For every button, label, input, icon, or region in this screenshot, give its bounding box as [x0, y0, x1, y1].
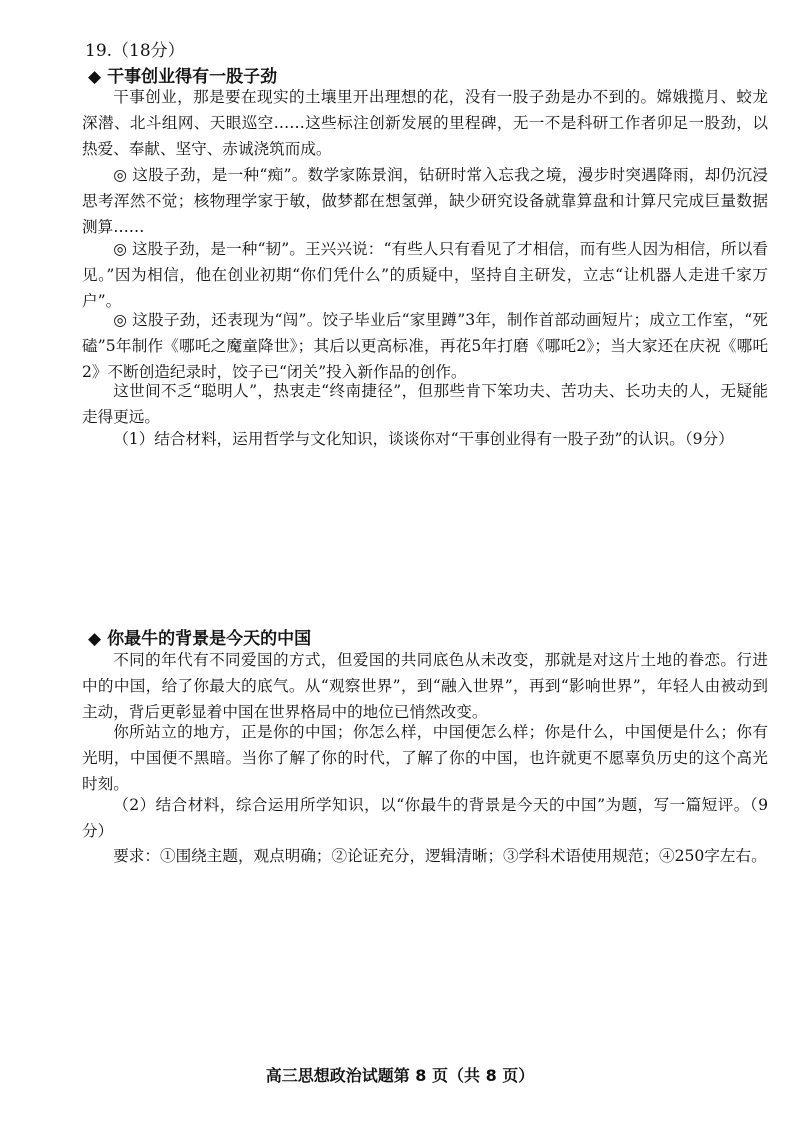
section2-title	[88, 624, 311, 649]
section2-title-text: 你最牛的背景是今天的中国	[107, 629, 312, 649]
section1-paragraph-1: 干事创业，那是要在现实的土壤里开出理想的花，没有一股子劲是办不到的。嫦娥揽月、蛟龙深潜、北斗组网、天眼巡空……这些标注创新发展的里程碑，无一不是科研工作者卯足一股劲，以热爱、奉献、坚守、赤诚浇筑而成。	[82, 88, 768, 158]
section2-paragraph-2: 你所站立的地方，正是你的中国；你怎么样，中国便怎么样；你是什么，中国便是什么；你有光明，中国便不黑暗。当你了解了你的时代，了解了你的中国，也许就更不愿辜负历史的这个高光时刻。	[82, 723, 768, 793]
question-2-prompt: （2）结合材料，综合运用所学知识，以“你最牛的背景是今天的中国”为题，写一篇短评。（9分）	[82, 796, 768, 840]
section1-title-text: 干事创业得有一股子劲	[107, 67, 278, 87]
section2-paragraph-1: 不同的年代有不同爱国的方式，但爱国的共同底色从未改变，那就是对这片土地的眷恋。行进中的中国，给了你最大的底气。从“观察世界”，到“融入世界”，再到“影响世界”，年轻人由被动到主动，背后更彰显着中国在世界格局中的地位已悄然改变。	[82, 651, 768, 721]
question-1-prompt: （1）结合材料，运用哲学与文化知识，谈谈你对“干事创业得有一股子劲”的认识。（9分）	[113, 430, 734, 448]
section1-paragraph-5: 这世间不乏“聪明人”，热衷走“终南捷径”，但那些肯下笨功夫、苦功夫、长功夫的人，无疑能走得更远。	[82, 382, 768, 426]
section1-paragraph-2: ◎ 这股子劲，是一种“痴”。数学家陈景润，钻研时常入忘我之境，漫步时突遇降雨，却仍沉浸思考浑然不觉；核物理学家于敏，做梦都在想氢弹，缺少研究设备就靠算盘和计算尺完成巨量数据测算……	[82, 166, 768, 236]
question-2-requirements: 要求：①围绕主题，观点明确；②论证充分，逻辑清晰；③学科术语使用规范；④250字左右。	[113, 847, 767, 865]
section1-paragraph-3: ◎ 这股子劲，是一种“韧”。王兴兴说：“有些人只有看见了才相信，而有些人因为相信，所以看见。”因为相信，他在创业初期“你们凭什么”的质疑中，坚持自主研发，立志“让机器人走进千家万户”。	[82, 240, 768, 310]
diamond-bullet-icon: ◆	[88, 67, 102, 87]
page-footer: 高三思想政治试题第 8 页（共 8 页）	[265, 1066, 535, 1085]
question-number: 19.（18分）	[85, 41, 185, 61]
section1-paragraph-4: ◎ 这股子劲，还表现为“闯”。饺子毕业后“家里蹲”3年，制作首部动画短片；成立工作室，“死磕”5年制作《哪吒之魔童降世》；其后以更高标准，再花5年打磨《哪吒2》；当大家还在庆祝《哪吒2》不断创造纪录时，饺子已“闭关”投入新作品的创作。	[82, 311, 768, 381]
diamond-bullet-icon: ◆	[88, 629, 102, 649]
